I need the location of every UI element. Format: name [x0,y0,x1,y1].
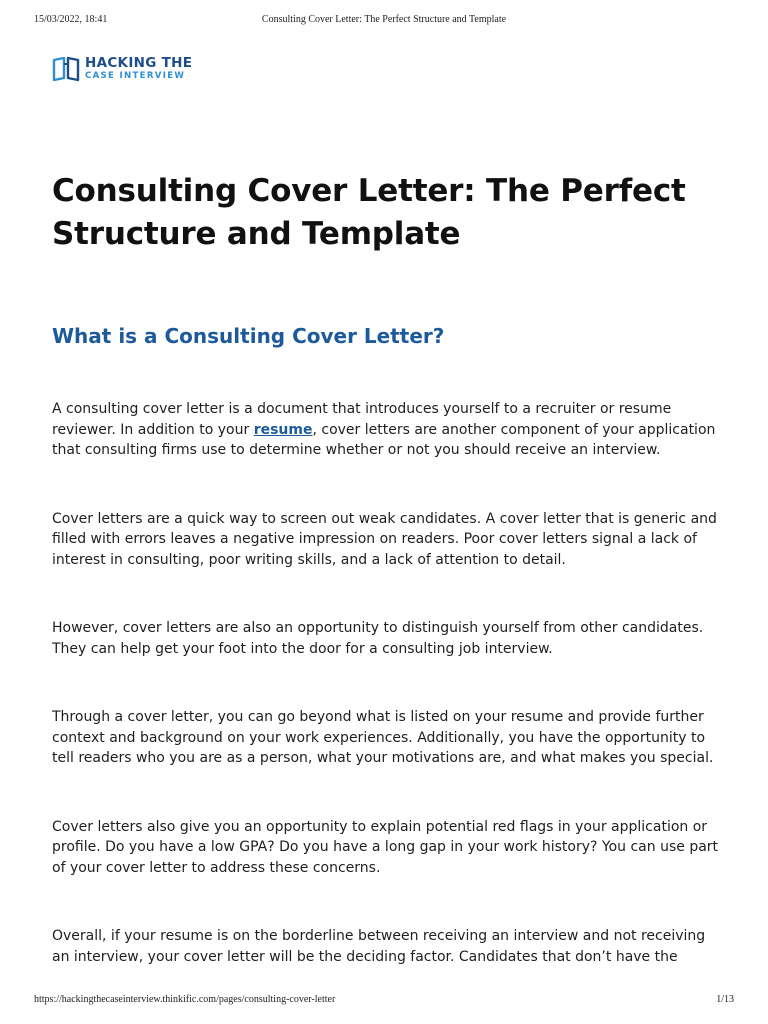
paragraph-5: Cover letters also give you an opportunity to explain potential red flags in your application or profile. Do you have a low GPA? Do you have a long gap in your work history? You can use part of your cover letter to address these concerns. [52,818,719,876]
print-date: 15/03/2022, 18:41 [34,14,108,25]
book-logo-icon [52,56,80,82]
logo-wordmark [85,57,192,80]
print-footer [34,994,734,1024]
resume-link[interactable]: resume [253,421,313,438]
print-url: https://hackingthecaseinterview.thinkific.com/pages/consulting-cover-letter [34,994,336,1005]
page-number: 1/13 [716,994,734,1005]
paragraph-1-text-before: A consulting cover letter is a document that introduces yourself to a recruiter or resume reviewer. In addition to your [52,401,672,438]
paragraph-6: Overall, if your resume is on the borderline between receiving an interview and not receiving an interview, your cover letter will be the deciding factor. Candidates that don’t have the [52,928,706,965]
paragraph-1 [52,399,722,461]
site-logo[interactable] [52,56,192,82]
logo-line-1: HACKING THE [85,55,193,72]
article-title: Consulting Cover Letter: The Perfect Structure and Template [52,173,686,252]
paragraph-3: However, cover letters are also an opportunity to distinguish yourself from other candidates. They can help get your foot into the door for a consulting job interview. [52,620,704,657]
section-heading: What is a Consulting Cover Letter? [52,324,445,348]
paragraph-1-text-after: , cover letters are another component of your application that consulting firms use to determine whether or not you should receive an interview. [52,421,716,458]
print-title: Consulting Cover Letter: The Perfect Structure and Template [261,14,507,25]
article-body [52,170,722,967]
paragraph-2: Cover letters are a quick way to screen out weak candidates. A cover letter that is generic and filled with errors leaves a negative impression on readers. Poor cover letters signal a lack of interest in consulting, poor writing skills, and a lack of attention to detail. [52,510,717,568]
paragraph-4: Through a cover letter, you can go beyond what is listed on your resume and provide further context and background on your work experiences. Additionally, you have the opportunity to tell readers who you are as a person, what your motivations are, and what makes you special. [52,709,714,766]
logo-line-2: CASE INTERVIEW [85,70,186,81]
